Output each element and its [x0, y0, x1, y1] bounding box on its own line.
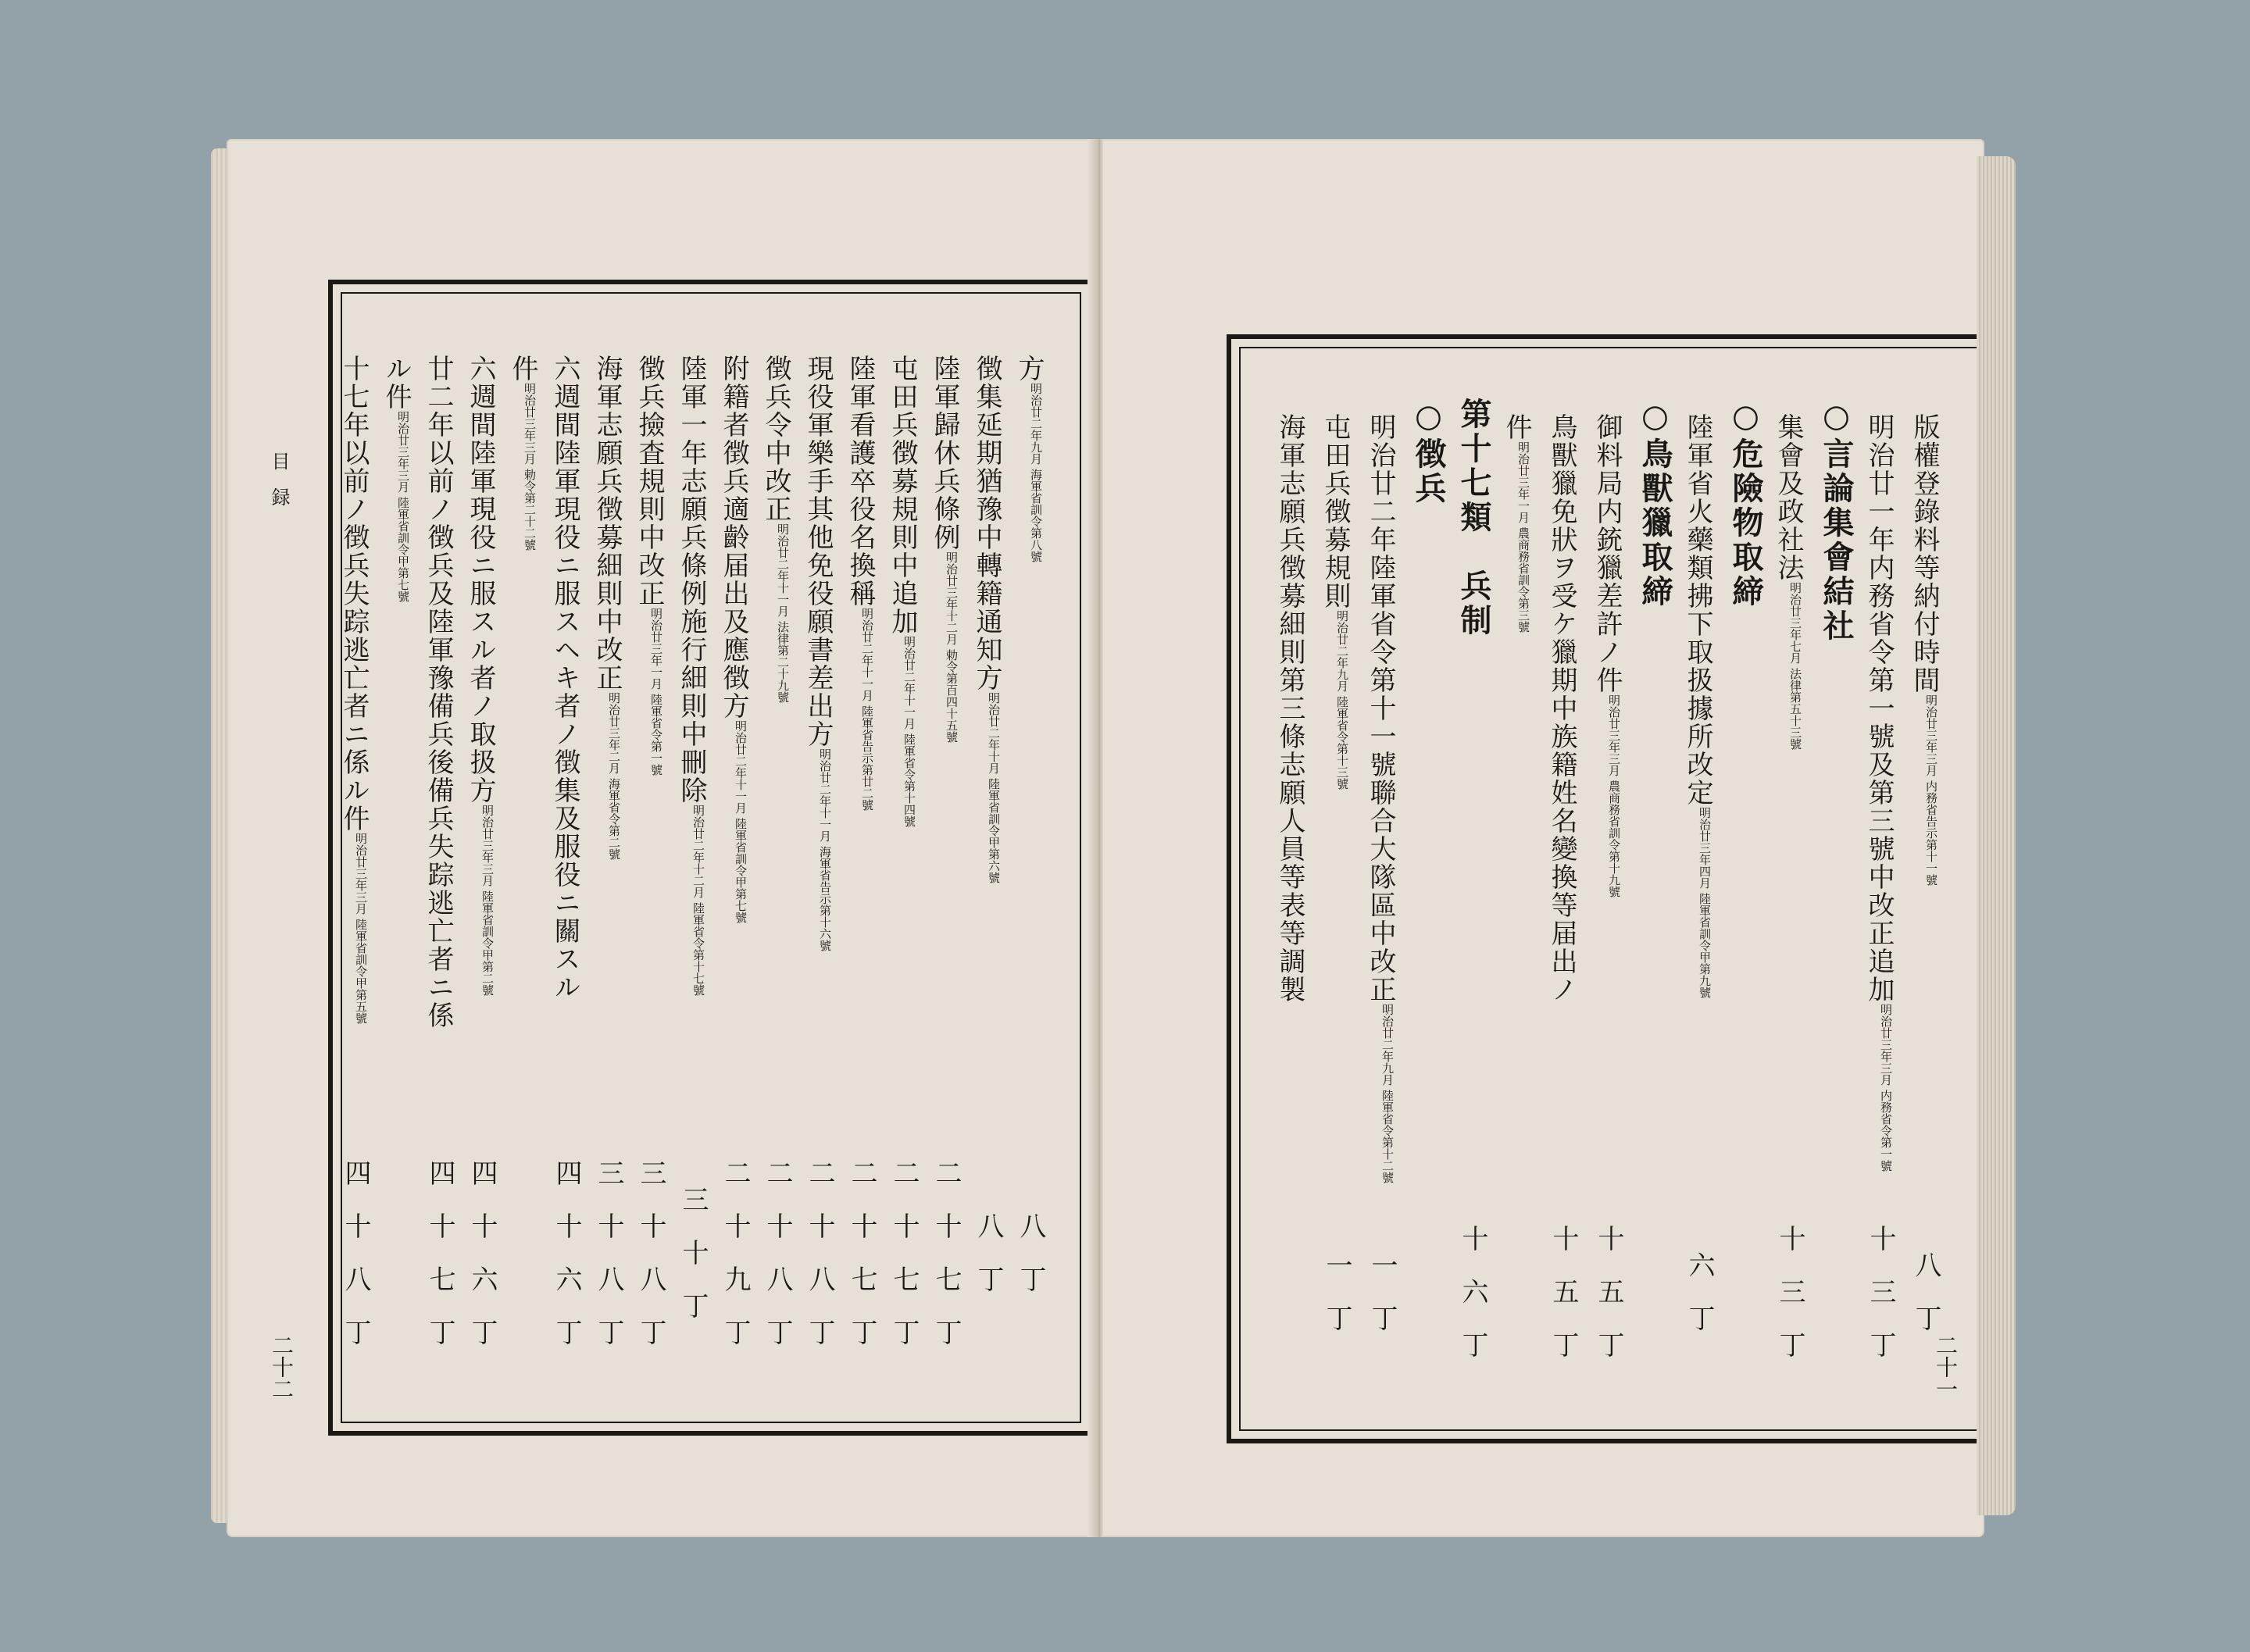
toc-entry	[1775, 413, 1802, 750]
toc-page-number: 一丁	[1321, 1251, 1352, 1358]
toc-entry	[467, 355, 494, 996]
toc-entry	[1013, 355, 1045, 562]
section-heading	[1818, 398, 1855, 644]
toc-entry-title: 明治廿二年陸軍省令第十一號聯合大隊區中改正	[1365, 413, 1396, 1004]
toc-entry	[802, 355, 834, 951]
toc-entry-citation: 明治廿三年三月 勅令第二十二號	[523, 383, 537, 551]
toc-entry-title: 十七年以前ノ徴兵失踪逃亡者ニ係ル件	[338, 355, 370, 833]
right-text-frame	[1227, 334, 1992, 1443]
toc-page-number: 十三丁	[1774, 1225, 1805, 1384]
toc-page-number: 二十七丁	[846, 1159, 877, 1372]
toc-entry-citation: 明治廿二年十一月 法律第二十九號	[776, 523, 790, 703]
section-heading	[1637, 398, 1673, 609]
toc-entry	[338, 355, 370, 1024]
toc-entry-citation: 明治廿三年四月 陸軍省訓令甲第九號	[1698, 807, 1712, 998]
toc-entry-title: 廿二年以前ノ徴兵及陸軍豫備兵後備兵失踪逃亡者ニ係	[423, 355, 454, 1029]
section-heading	[1410, 398, 1447, 506]
toc-entry	[549, 355, 580, 1001]
toc-entry-title: 現役軍樂手其他免役願書差出方	[802, 355, 834, 748]
toc-entry-title: 明治廿一年内務省令第一號及第三號中改正追加	[1863, 413, 1895, 1004]
section-heading	[1455, 398, 1492, 638]
toc-entry-title: 屯田兵徴募規則中追加	[887, 355, 918, 636]
toc-page-number: 六丁	[1684, 1251, 1715, 1358]
toc-entry-title: 件	[1501, 413, 1532, 441]
toc-entry-citation: 明治廿二年九月 陸軍省令第十三號	[1335, 610, 1349, 790]
toc-page-number: 一丁	[1366, 1251, 1398, 1358]
running-header: 目録	[268, 451, 290, 523]
toc-entry	[1503, 413, 1530, 633]
toc-entry-title: 徴集延期猶豫中轉籍通知方	[971, 355, 1002, 692]
toc-entry-title: ○鳥獸獵取締	[1637, 398, 1673, 609]
toc-page-number: 二十九丁	[720, 1159, 751, 1372]
toc-page-number: 四十八丁	[340, 1159, 371, 1372]
toc-entry-citation: 明治廿三年三月 内務省令第一號	[1879, 1004, 1893, 1172]
toc-page-number: 八丁	[1015, 1212, 1046, 1318]
toc-entry-title: 屯田兵徴募規則	[1320, 413, 1351, 610]
toc-entry-title: 陸軍一年志願兵條例施行細則中刪除	[676, 355, 707, 805]
toc-entry	[1548, 413, 1575, 1004]
toc-entry	[425, 355, 452, 1029]
right-page-edges	[1977, 156, 2016, 1515]
toc-entry-title: ○危險物取締	[1727, 398, 1764, 609]
toc-entry	[1274, 413, 1305, 1004]
toc-entry-citation: 明治廿三年一月 陸軍省令第一號	[649, 608, 663, 776]
left-text-frame	[328, 280, 1094, 1436]
left-folio: 二十二	[269, 1334, 295, 1400]
toc-entry-citation: 明治廿二年十二月 陸軍省令第十七號	[691, 805, 705, 996]
toc-entry	[1911, 413, 1938, 886]
toc-entry-citation: 明治廿三年三月 陸軍省訓令甲第二號	[480, 805, 495, 996]
toc-entry-title: 陸軍看護卒役名換稱	[845, 355, 876, 608]
toc-page-number: 二十八丁	[804, 1159, 835, 1372]
toc-entry-title: 第十七類 兵制	[1455, 398, 1492, 638]
toc-entry	[931, 355, 958, 743]
toc-entry-title: 六週間陸軍現役ニ服スヘキ者ノ徴集及服役ニ關スル	[549, 355, 580, 1001]
toc-entry-citation: 明治廿三年三月 陸軍省訓令甲第七號	[396, 411, 410, 602]
toc-entry-title: 鳥獸獵免狀ヲ受ケ獵期中族籍姓名變換等届出ノ	[1546, 413, 1577, 1004]
toc-entry	[1320, 413, 1351, 790]
toc-entry	[591, 355, 623, 860]
right-folio: 二十一	[1933, 1334, 1959, 1400]
toc-entry-title: 附籍者徴兵適齡届出及應徴方	[718, 355, 749, 720]
toc-entry-citation: 明治廿二年十一月 海軍省告示第十六號	[818, 748, 832, 951]
toc-entry-title: ○言論集會結社	[1818, 398, 1855, 644]
left-page	[227, 139, 1094, 1537]
toc-entry-title: 陸軍省火藥類拂下取扱據所改定	[1682, 413, 1713, 807]
toc-entry-title: 件	[507, 355, 538, 383]
toc-entry	[1863, 413, 1895, 1172]
right-page	[1102, 139, 1984, 1537]
toc-entry-title: 海軍志願兵徴募細則第三條志願人員等表等調製	[1274, 413, 1305, 1004]
toc-entry-title: 海軍志願兵徴募細則中改正	[591, 355, 623, 692]
toc-entry-title: 六週間陸軍現役ニ服スル者ノ取扱方	[465, 355, 496, 805]
toc-entry-citation: 明治廿三年三月 農商務省訓令第十九號	[1607, 694, 1621, 897]
toc-entry-citation: 明治廿二年十一月 陸軍省令第十四號	[902, 636, 916, 827]
toc-entry-title: 版權登錄料等納付時間	[1909, 413, 1940, 694]
toc-entry-citation: 明治廿二年十一月 陸軍省訓令甲第七號	[734, 720, 748, 923]
toc-entry-title: 方	[1013, 355, 1045, 383]
toc-entry-title: 陸軍歸休兵條例	[929, 355, 960, 551]
toc-entry	[634, 355, 665, 776]
toc-entry-citation: 明治廿二年十一月 陸軍省告示第廿二號	[860, 608, 874, 811]
toc-page-number: 四十七丁	[424, 1159, 455, 1372]
toc-entry-title: 集會及政社法	[1773, 413, 1804, 582]
toc-entry-title: 徴兵撿査規則中改正	[634, 355, 665, 608]
toc-entry	[678, 355, 705, 996]
toc-page-number: 十三丁	[1865, 1225, 1896, 1384]
toc-entry	[762, 355, 789, 703]
toc-entry	[889, 355, 916, 827]
toc-page-number: 十五丁	[1548, 1225, 1579, 1384]
toc-entry	[1367, 413, 1394, 1183]
toc-entry-citation: 明治廿三年十二月 勅令第百四十五號	[945, 551, 959, 743]
toc-page-number: 二十七丁	[888, 1159, 920, 1372]
toc-page-number: 二十八丁	[762, 1159, 793, 1372]
toc-entry-citation: 明治廿三年三月 陸軍省訓令甲第五號	[354, 833, 368, 1024]
toc-entry	[1591, 413, 1623, 897]
toc-entry	[845, 355, 876, 811]
toc-entry-citation: 明治廿三年七月 法律第五十三號	[1788, 582, 1802, 750]
toc-entry-title: 徴兵令中改正	[760, 355, 791, 523]
toc-page-number: 三十八丁	[593, 1159, 624, 1372]
toc-entry	[509, 355, 536, 551]
toc-entry-title: ル件	[380, 355, 412, 411]
toc-entry-citation: 明治廿三年三月 内務省告示第十一號	[1924, 694, 1938, 886]
toc-page-number: 二十七丁	[930, 1159, 962, 1372]
toc-page-number: 三十丁	[677, 1186, 709, 1345]
section-heading	[1727, 398, 1764, 609]
toc-page-number: 八丁	[1910, 1251, 1941, 1358]
toc-entry-citation: 明治廿二年十月 陸軍省訓令甲第六號	[987, 692, 1001, 883]
toc-entry-title: ○徴兵	[1410, 398, 1447, 506]
toc-entry-title: 御料局内銃獵差許ノ件	[1591, 413, 1623, 694]
toc-page-number: 四十六丁	[466, 1159, 498, 1372]
toc-entry	[380, 355, 412, 602]
open-book	[211, 125, 2016, 1554]
toc-entry-citation: 明治廿二年九月 陸軍省令第十二號	[1380, 1004, 1395, 1183]
toc-entry-citation: 明治廿三年一月 農商務省訓令第三號	[1516, 441, 1530, 633]
toc-page-number: 八丁	[973, 1212, 1004, 1318]
toc-entry-citation: 明治廿三年二月 海軍省令第二號	[607, 692, 621, 860]
toc-page-number: 十六丁	[1457, 1225, 1488, 1384]
toc-entry	[973, 355, 1000, 883]
toc-page-number: 十五丁	[1593, 1225, 1624, 1384]
toc-page-number: 四十六丁	[551, 1159, 582, 1372]
toc-entry-citation: 明治廿二年九月 海軍省訓令第八號	[1029, 383, 1043, 562]
toc-entry	[720, 355, 747, 923]
toc-entry	[1684, 413, 1711, 998]
toc-page-number: 三十八丁	[635, 1159, 666, 1372]
